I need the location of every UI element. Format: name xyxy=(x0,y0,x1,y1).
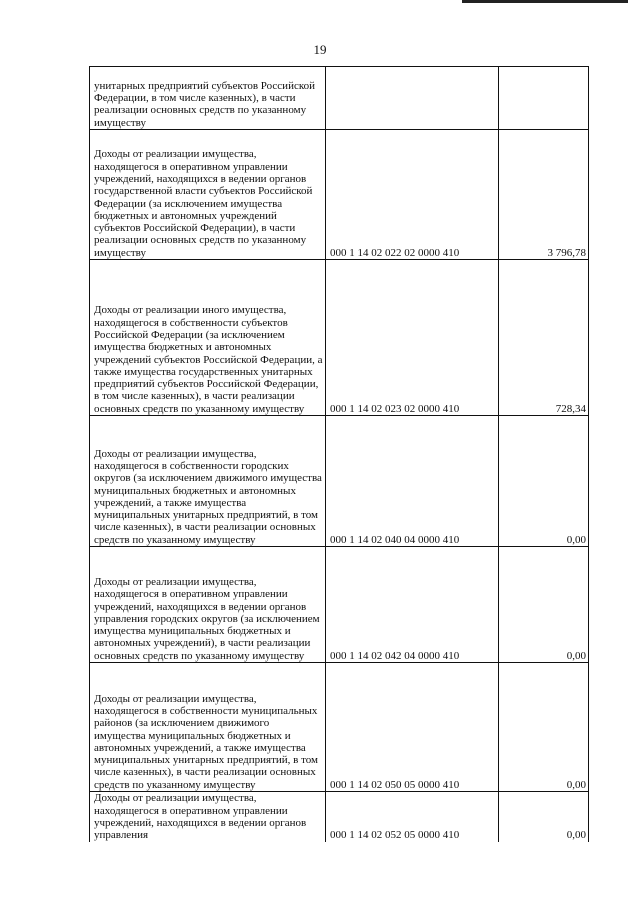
row-description: унитарных предприятий субъектов Российской Федерации, в том числе казенных), в части реализации основных средств по указанному имуществу xyxy=(90,67,326,130)
row-amount: 0,00 xyxy=(499,663,589,792)
row-amount: 0,00 xyxy=(499,416,589,547)
row-code: 000 1 14 02 023 02 0000 410 xyxy=(326,260,499,416)
row-amount: 3 796,78 xyxy=(499,130,589,260)
row-amount xyxy=(499,67,589,130)
revenue-table xyxy=(89,66,589,842)
row-description: Доходы от реализации имущества, находящегося в оперативном управлении учреждений, находящихся в ведении органов управления xyxy=(90,792,326,842)
row-code: 000 1 14 02 050 05 0000 410 xyxy=(326,663,499,792)
row-code: 000 1 14 02 052 05 0000 410 xyxy=(326,792,499,842)
row-description: Доходы от реализации имущества, находящегося в собственности муниципальных районов (за исключением движимого имущества муниципальных бюджетных и автономных учреждений, а также имущества муниципальных унитарных предприятий, в том числе казенных), в части реализации основных средств по указанному имуществу xyxy=(90,663,326,792)
row-description: Доходы от реализации имущества, находящегося в оперативном управлении учреждений, находящихся в ведении органов управления городских округов (за исключением имущества муниципальных бюджетных и автономных учреждений), в части реализации основных средств по указанному имуществу xyxy=(90,547,326,663)
row-code: 000 1 14 02 040 04 0000 410 xyxy=(326,416,499,547)
scan-edge-mark xyxy=(462,0,628,3)
row-description: Доходы от реализации имущества, находящегося в собственности городских округов (за исключением движимого имущества муниципальных бюджетных и автономных учреждений, а также имущества муниципальных унитарных предприятий, в том числе казенных), в части реализации основных средств по указанному имуществу xyxy=(90,416,326,547)
page-number: 19 xyxy=(313,42,327,57)
row-code: 000 1 14 02 042 04 0000 410 xyxy=(326,547,499,663)
table-row xyxy=(90,547,589,663)
table-row xyxy=(90,67,589,130)
table-row xyxy=(90,792,589,842)
row-description: Доходы от реализации иного имущества, находящегося в собственности субъектов Российской Федерации (за исключением имущества бюджетных и автономных учреждений субъектов Российской Федерации, а также имущества государственных унитарных предприятий субъектов Российской Федерации, в том числе казенных), в части реализации основных средств по указанному имуществу xyxy=(90,260,326,416)
row-description: Доходы от реализации имущества, находящегося в оперативном управлении учреждений, находящихся в ведении органов государственной власти субъектов Российской Федерации (за исключением имущества бюджетных и автономных учреждений субъектов Российской Федерации), в части реализации основных средств по указанному имуществу xyxy=(90,130,326,260)
row-amount: 728,34 xyxy=(499,260,589,416)
table-row xyxy=(90,130,589,260)
table-row xyxy=(90,663,589,792)
table-row xyxy=(90,416,589,547)
row-amount: 0,00 xyxy=(499,547,589,663)
row-amount: 0,00 xyxy=(499,792,589,842)
row-code xyxy=(326,67,499,130)
table-row xyxy=(90,260,589,416)
row-code: 000 1 14 02 022 02 0000 410 xyxy=(326,130,499,260)
